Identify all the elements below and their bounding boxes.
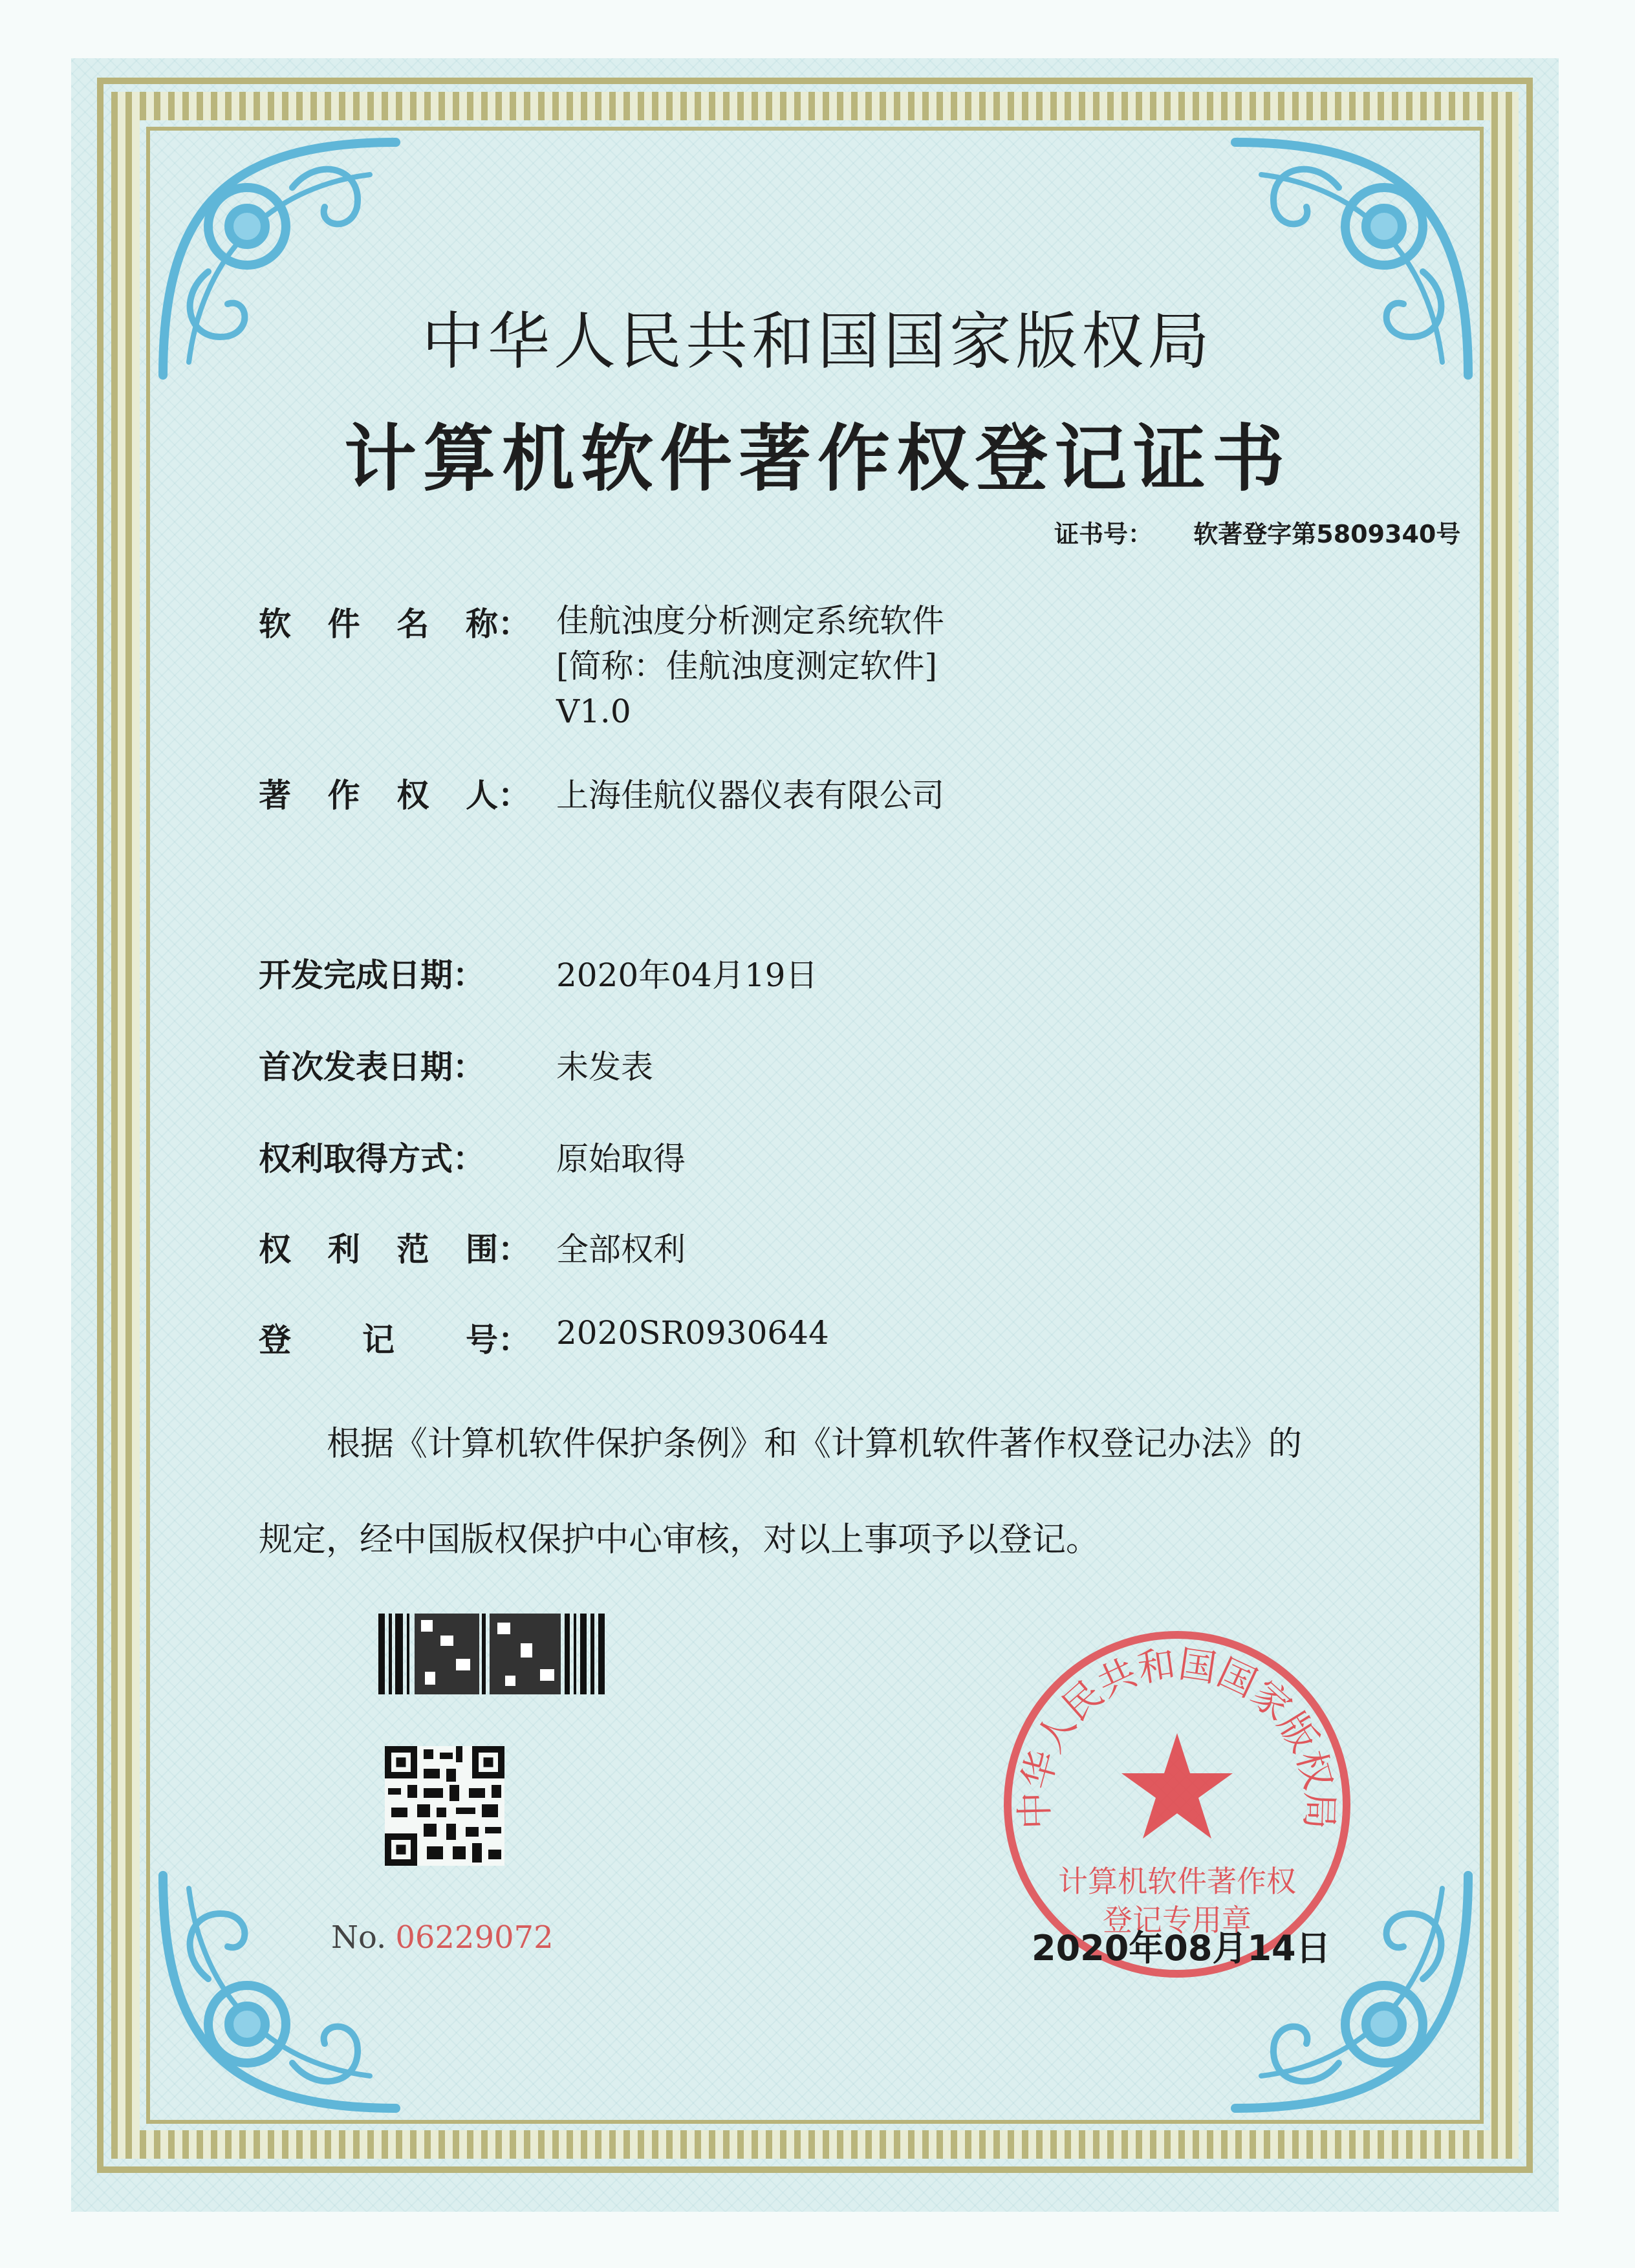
field-value: 未发表 xyxy=(556,1048,653,1086)
certificate-number xyxy=(1054,514,1460,550)
field-value: 全部权利 xyxy=(556,1231,686,1268)
barcode-image xyxy=(378,1614,605,1694)
statement-line-1: 根据《计算机软件保护条例》和《计算机软件著作权登记办法》的 xyxy=(327,1425,1303,1463)
issuing-authority: 中华人民共和国国家版权局 xyxy=(422,305,1213,378)
field-value: 2020SR0930644 xyxy=(556,1314,829,1352)
seal-outer-text: 中华人民共和国国家版权局 xyxy=(1012,1641,1342,1830)
certificate-number-label: 证书号： xyxy=(1054,520,1153,548)
field-value: 原始取得 xyxy=(556,1140,686,1178)
certificate-title: 计算机软件著作权登记证书 xyxy=(344,416,1291,501)
field-value xyxy=(556,598,944,734)
seal-inner-line1: 计算机软件著作权 xyxy=(1058,1864,1296,1899)
field-label: 首次发表日期： xyxy=(259,1048,485,1086)
serial-value: 06229072 xyxy=(395,1919,554,1956)
serial-number xyxy=(331,1919,554,1956)
field-value: 2020年04月19日 xyxy=(556,956,818,994)
certificate-number-value: 软著登字第5809340号 xyxy=(1193,520,1461,548)
corner-ornament-bottom-left xyxy=(150,1863,435,2121)
software-name-line3: V1.0 xyxy=(556,693,631,730)
seal-inner-line2: 登记专用章 xyxy=(1103,1903,1251,1938)
field-label: 开发完成日期： xyxy=(259,956,485,994)
field-label: 权利取得方式： xyxy=(259,1140,485,1178)
issue-date: 2020年08月14日 xyxy=(1032,1928,1331,1969)
field-value: 上海佳航仪器仪表有限公司 xyxy=(556,777,944,814)
field-label: 登 记 号： xyxy=(259,1321,530,1359)
software-name-line2: [简称：佳航浊度测定软件] xyxy=(556,647,938,685)
field-label: 软 件 名 称： xyxy=(259,605,530,643)
field-label: 权 利 范 围： xyxy=(259,1231,530,1268)
statement-line-2: 规定，经中国版权保护中心审核，对以上事项予以登记。 xyxy=(259,1520,1100,1559)
qr-code-image xyxy=(385,1746,504,1866)
field-label: 著 作 权 人： xyxy=(259,777,530,814)
serial-prefix: No. xyxy=(331,1919,387,1956)
software-name-line1: 佳航浊度分析测定系统软件 xyxy=(556,602,944,640)
